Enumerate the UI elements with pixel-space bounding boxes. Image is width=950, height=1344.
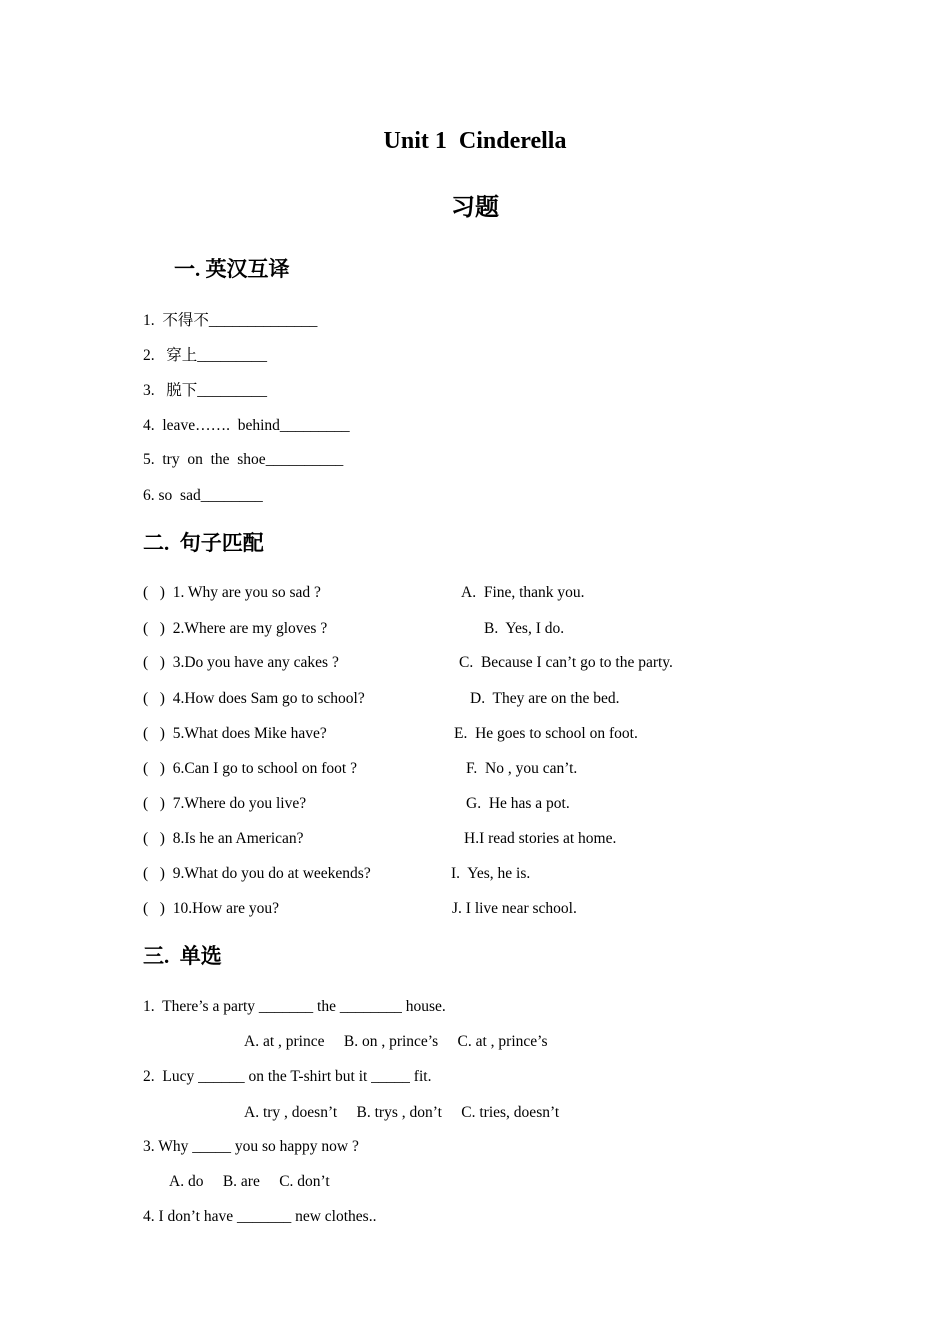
match-question: ( ) 9.What do you do at weekends? — [143, 865, 371, 882]
match-question: ( ) 7.Where do you live? — [143, 795, 307, 812]
section1-item: 2. 穿上_________ — [143, 347, 268, 364]
section3-heading: 三. 单选 — [143, 944, 222, 968]
mc-options-2: A. try , doesn’t B. trys , don’t C. tries, doesn’t — [244, 1104, 560, 1121]
match-question: ( ) 2.Where are my gloves ? — [143, 620, 328, 637]
match-answer: I. Yes, he is. — [451, 865, 531, 882]
match-question: ( ) 8.Is he an American? — [143, 830, 304, 847]
mc-question-3: 3. Why _____ you so happy now ? — [143, 1138, 359, 1155]
mc-question-1: 1. There’s a party _______ the ________ house. — [143, 998, 446, 1015]
match-answer: A. Fine, thank you. — [461, 584, 585, 601]
match-answer: F. No , you can’t. — [466, 760, 578, 777]
section1-item: 5. try on the shoe__________ — [143, 451, 344, 468]
mc-options-1: A. at , prince B. on , prince’s C. at , prince’s — [244, 1033, 548, 1050]
section1-item: 4. leave……. behind_________ — [143, 417, 350, 434]
match-answer: B. Yes, I do. — [484, 620, 565, 637]
match-answer: E. He goes to school on foot. — [454, 725, 638, 742]
mc-options-3: A. do B. are C. don’t — [169, 1173, 330, 1190]
match-answer: C. Because I can’t go to the party. — [459, 654, 673, 671]
match-question: ( ) 1. Why are you so sad ? — [143, 584, 321, 601]
section1-heading: 一. 英汉互译 — [174, 257, 290, 281]
match-question: ( ) 5.What does Mike have? — [143, 725, 327, 742]
match-question: ( ) 6.Can I go to school on foot ? — [143, 760, 357, 777]
mc-question-4: 4. I don’t have _______ new clothes.. — [143, 1208, 377, 1225]
page-subtitle: 习题 — [451, 195, 499, 221]
match-answer: G. He has a pot. — [466, 795, 570, 812]
match-answer: D. They are on the bed. — [470, 690, 620, 707]
section1-item: 1. 不得不______________ — [143, 312, 318, 329]
match-question: ( ) 10.How are you? — [143, 900, 280, 917]
match-question: ( ) 4.How does Sam go to school? — [143, 690, 365, 707]
match-question: ( ) 3.Do you have any cakes ? — [143, 654, 339, 671]
section2-heading: 二. 句子匹配 — [143, 531, 264, 555]
section1-item: 3. 脱下_________ — [143, 382, 268, 399]
match-answer: J. I live near school. — [452, 900, 577, 917]
match-answer: H.I read stories at home. — [464, 830, 617, 847]
page-title: Unit 1 Cinderella — [383, 128, 567, 154]
section1-item: 6. so sad________ — [143, 487, 263, 504]
mc-question-2: 2. Lucy ______ on the T-shirt but it _____ fit. — [143, 1068, 432, 1085]
